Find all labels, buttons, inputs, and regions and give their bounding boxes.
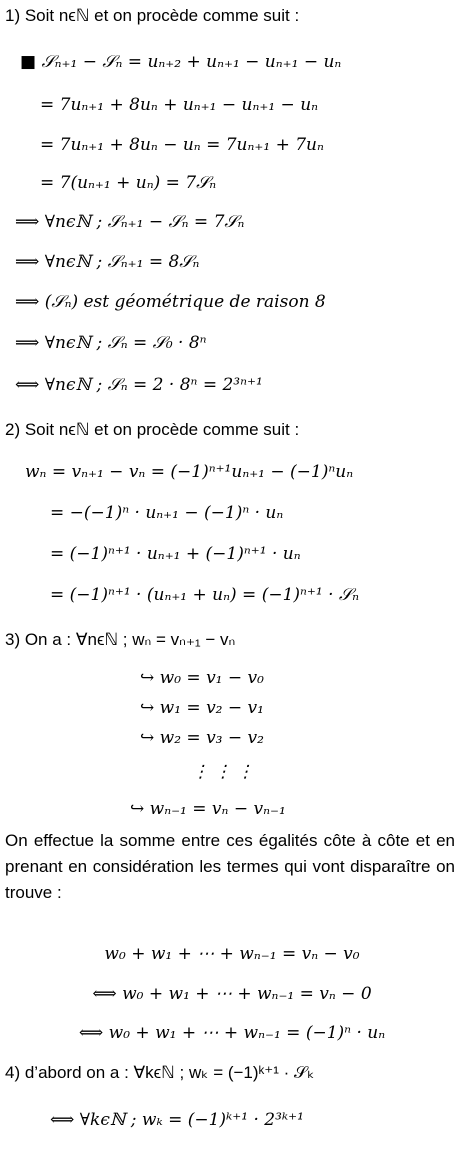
part2-line-3: = (−1)ⁿ⁺¹ · uₙ₊₁ + (−1)ⁿ⁺¹ · uₙ	[50, 544, 301, 564]
part3-result-1: w₀ + w₁ + ⋯ + wₙ₋₁ = vₙ − v₀	[104, 944, 360, 964]
part2-line-2: = −(−1)ⁿ · uₙ₊₁ − (−1)ⁿ · uₙ	[50, 503, 284, 523]
part2-line-1: wₙ = vₙ₊₁ − vₙ = (−1)ⁿ⁺¹uₙ₊₁ − (−1)ⁿuₙ	[25, 462, 354, 482]
part1-line-4: = 7(uₙ₊₁ + uₙ) = 7𝒮ₙ	[40, 173, 217, 193]
part1-line-8: ⟹ ∀nϵℕ ; 𝒮ₙ = 𝒮₀ · 8ⁿ	[15, 333, 207, 353]
part1-line-6: ⟹ ∀nϵℕ ; 𝒮ₙ₊₁ = 8𝒮ₙ	[15, 252, 200, 272]
part3-line-3: ↪ w₂ = v₃ − v₂	[140, 728, 264, 748]
part1-line-5: ⟹ ∀nϵℕ ; 𝒮ₙ₊₁ − 𝒮ₙ = 7𝒮ₙ	[15, 212, 245, 232]
part1-heading: 1) Soit nϵℕ et on procède comme suit :	[5, 6, 300, 25]
part2-line-4: = (−1)ⁿ⁺¹ · (uₙ₊₁ + uₙ) = (−1)ⁿ⁺¹ · 𝒮ₙ	[50, 585, 359, 605]
part4-heading: 4) d’abord on a : ∀kϵℕ ; wₖ = (−1)ᵏ⁺¹ · 𝒮ₖ	[5, 1063, 315, 1082]
part1-line-2: = 7uₙ₊₁ + 8uₙ + uₙ₊₁ − uₙ₊₁ − uₙ	[40, 95, 319, 115]
part3-result-2: ⟺ w₀ + w₁ + ⋯ + wₙ₋₁ = vₙ − 0	[92, 984, 372, 1004]
part1-line-9: ⟺ ∀nϵℕ ; 𝒮ₙ = 2 · 8ⁿ = 2³ⁿ⁺¹	[15, 375, 263, 395]
part3-vertical-dots: ⋮ ⋮ ⋮	[192, 762, 254, 782]
part3-line-5: ↪ wₙ₋₁ = vₙ − vₙ₋₁	[130, 799, 286, 819]
part3-paragraph: On effectue la somme entre ces égalités côte à côte et en prenant en considération les termes qui vont disparaître on trouve :	[5, 831, 455, 902]
part4-line-1: ⟺ ∀kϵℕ ; wₖ = (−1)ᵏ⁺¹ · 2³ᵏ⁺¹	[50, 1110, 304, 1130]
part1-line-3: = 7uₙ₊₁ + 8uₙ − uₙ = 7uₙ₊₁ + 7uₙ	[40, 135, 324, 155]
part3-result-3: ⟺ w₀ + w₁ + ⋯ + wₙ₋₁ = (−1)ⁿ · uₙ	[78, 1023, 386, 1043]
part2-heading: 2) Soit nϵℕ et on procède comme suit :	[5, 420, 300, 439]
part1-line-1: ■ 𝒮ₙ₊₁ − 𝒮ₙ = uₙ₊₂ + uₙ₊₁ − uₙ₊₁ − uₙ	[20, 52, 342, 72]
part3-line-2: ↪ w₁ = v₂ − v₁	[140, 698, 264, 718]
part3-heading: 3) On a : ∀nϵℕ ; wₙ = vₙ₊₁ − vₙ	[5, 630, 236, 649]
part1-line-7: ⟹ (𝒮ₙ) est géométrique de raison 8	[15, 292, 326, 312]
part3-line-1: ↪ w₀ = v₁ − v₀	[140, 668, 264, 688]
